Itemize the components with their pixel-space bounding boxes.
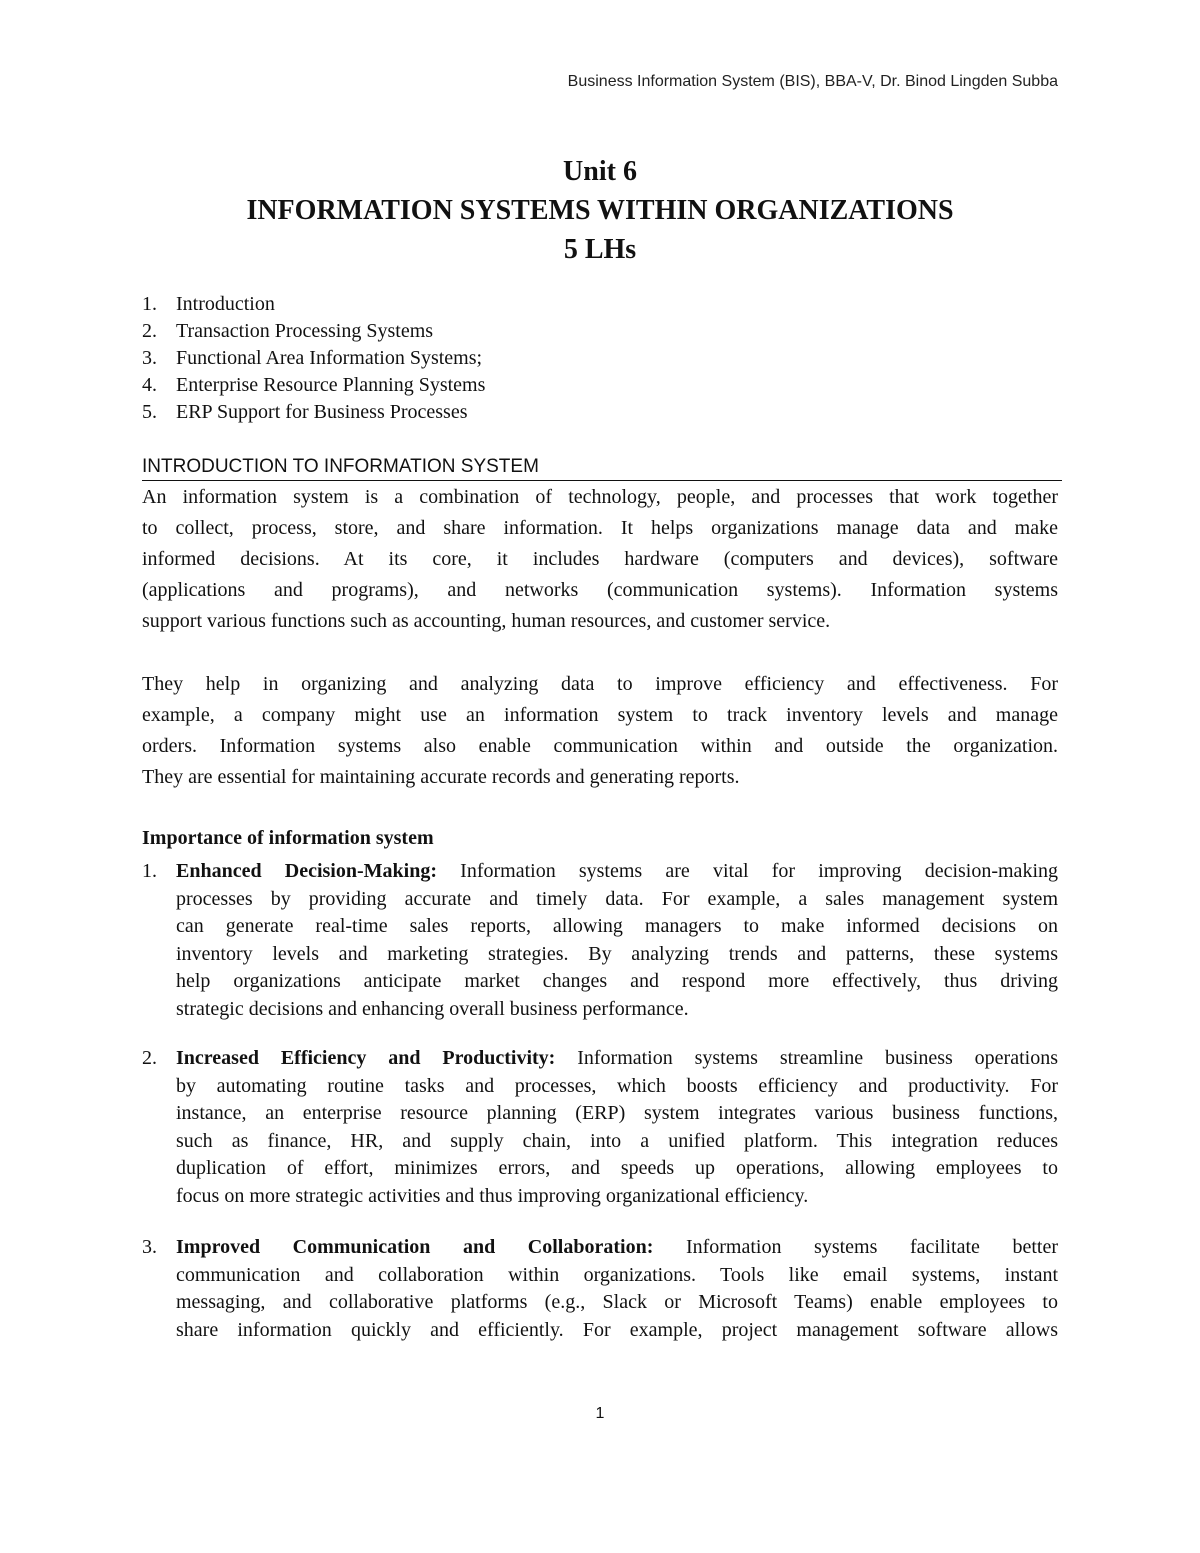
topic-item bbox=[142, 318, 485, 345]
item-text: Information systems are vital for improving decision-making bbox=[436, 860, 1058, 882]
item-title: Improved Communication and Collaboration: bbox=[176, 1236, 654, 1258]
text-line: help organizations anticipate market changes and respond more effectively, thus driving bbox=[176, 970, 1058, 992]
importance-item-1 bbox=[142, 858, 1058, 1023]
topic-item bbox=[142, 345, 485, 372]
importance-item-3 bbox=[142, 1234, 1058, 1344]
text-line bbox=[176, 1045, 1058, 1073]
topic-label: Introduction bbox=[176, 293, 275, 315]
text-line: focus on more strategic activities and thus improving organizational efficiency. bbox=[176, 1184, 809, 1207]
topic-number: 5. bbox=[142, 401, 157, 423]
topic-label: ERP Support for Business Processes bbox=[176, 401, 468, 423]
text-line: communication and collaboration within organizations. Tools like email systems, instant bbox=[176, 1263, 1058, 1286]
text-line: They are essential for maintaining accurate records and generating reports. bbox=[142, 766, 740, 788]
topic-number: 2. bbox=[142, 320, 157, 342]
topic-item bbox=[142, 399, 485, 426]
text-line: orders. Information systems also enable communication within and outside the organization. bbox=[142, 735, 1058, 757]
topic-number: 1. bbox=[142, 293, 157, 315]
topic-item bbox=[142, 291, 485, 318]
topic-label: Enterprise Resource Planning Systems bbox=[176, 374, 486, 396]
running-header: Business Information System (BIS), BBA-V, Dr. Binod Lingden Subba bbox=[567, 73, 1058, 90]
topic-number: 4. bbox=[142, 374, 157, 396]
item-text: Information systems facilitate better bbox=[653, 1236, 1058, 1258]
text-line: messaging, and collaborative platforms (e.g., Slack or Microsoft Teams) enable employees to bbox=[176, 1291, 1058, 1313]
intro-paragraph-2 bbox=[142, 669, 1058, 793]
topic-item bbox=[142, 372, 485, 399]
page-number: 1 bbox=[595, 1405, 605, 1422]
text-line: share information quickly and efficiently. For example, project management software allows bbox=[176, 1318, 1058, 1341]
item-number: 1. bbox=[142, 860, 157, 882]
text-line: An information system is a combination of technology, people, and processes that work together bbox=[142, 486, 1058, 508]
text-line: They help in organizing and analyzing data to improve efficiency and effectiveness. For bbox=[142, 673, 1058, 695]
chapter-title: INFORMATION SYSTEMS WITHIN ORGANIZATIONS bbox=[246, 195, 954, 226]
text-line: such as finance, HR, and supply chain, into a unified platform. This integration reduces bbox=[176, 1129, 1058, 1152]
importance-item-2 bbox=[142, 1045, 1058, 1210]
title-block bbox=[0, 152, 1200, 269]
item-number: 2. bbox=[142, 1047, 157, 1069]
text-line: duplication of effort, minimizes errors, and speeds up operations, allowing employees to bbox=[176, 1157, 1058, 1179]
item-text: Information systems streamline business operations bbox=[555, 1047, 1058, 1069]
text-line: to collect, process, store, and share information. It helps organizations manage data and make bbox=[142, 517, 1058, 539]
text-line: informed decisions. At its core, it includes hardware (computers and devices), software bbox=[142, 548, 1058, 570]
topic-number: 3. bbox=[142, 347, 157, 369]
text-line: example, a company might use an information system to track inventory levels and manage bbox=[142, 704, 1058, 726]
text-line: processes by providing accurate and timely data. For example, a sales management system bbox=[176, 887, 1058, 910]
topic-list bbox=[142, 291, 485, 426]
text-line: strategic decisions and enhancing overall business performance. bbox=[176, 997, 689, 1020]
text-line: instance, an enterprise resource planning (ERP) system integrates various business functions, bbox=[176, 1102, 1058, 1124]
item-title: Enhanced Decision-Making: bbox=[176, 860, 437, 882]
text-line: by automating routine tasks and processes, which boosts efficiency and productivity. For bbox=[176, 1074, 1058, 1097]
text-line: support various functions such as accounting, human resources, and customer service. bbox=[142, 610, 831, 632]
item-number: 3. bbox=[142, 1236, 157, 1258]
importance-heading: Importance of information system bbox=[142, 827, 434, 849]
intro-paragraph-1 bbox=[142, 482, 1058, 637]
lecture-hours: 5 LHs bbox=[563, 234, 637, 265]
topic-label: Functional Area Information Systems; bbox=[176, 347, 483, 369]
topic-label: Transaction Processing Systems bbox=[176, 320, 434, 342]
text-line: inventory levels and marketing strategies. By analyzing trends and patterns, these systems bbox=[176, 942, 1058, 965]
text-line: (applications and programs), and networks (communication systems). Information systems bbox=[142, 579, 1058, 601]
intro-heading: INTRODUCTION TO INFORMATION SYSTEM bbox=[142, 454, 1062, 481]
unit-title: Unit 6 bbox=[563, 156, 637, 187]
text-line bbox=[176, 858, 1058, 886]
text-line bbox=[176, 1234, 1058, 1262]
item-title: Increased Efficiency and Productivity: bbox=[176, 1047, 556, 1069]
text-line: can generate real-time sales reports, allowing managers to make informed decisions on bbox=[176, 915, 1058, 937]
